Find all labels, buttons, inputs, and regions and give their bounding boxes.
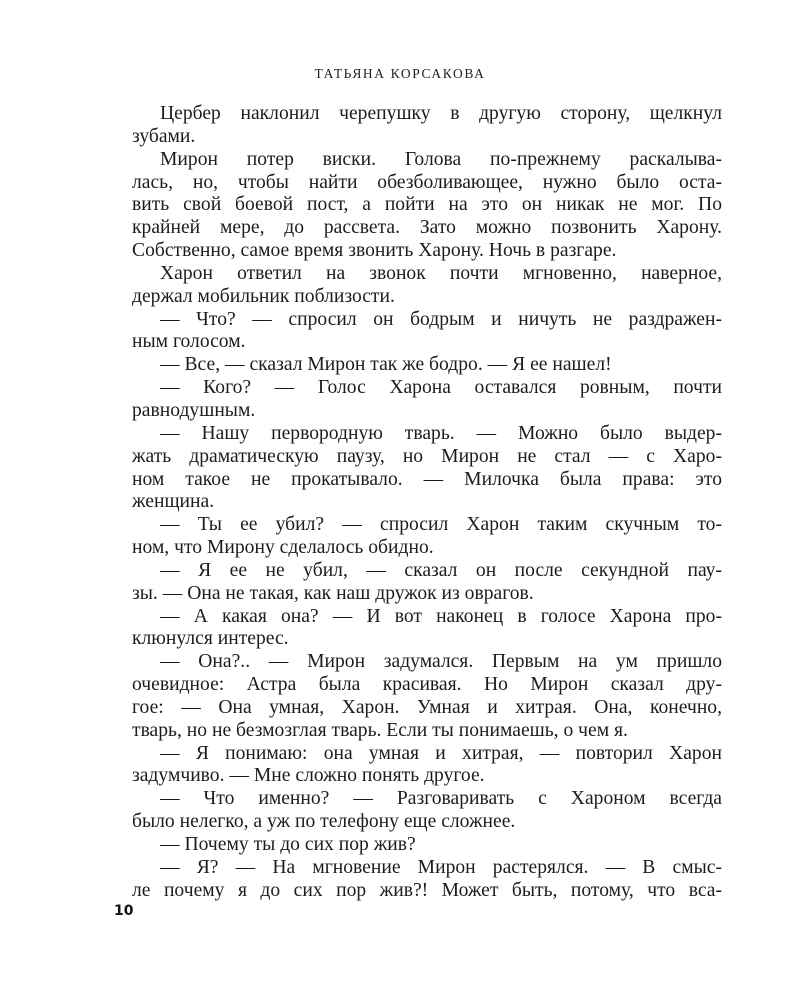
text-line: ле почему я до сих пор жив?! Может быть, потому, что вса-: [132, 879, 722, 901]
text-line: ном, что Мирону сделалось обидно.: [132, 537, 434, 559]
text-line: клюнулся интерес.: [132, 628, 289, 650]
text-line: задумчиво. — Мне сложно понять другое.: [132, 765, 485, 787]
text-line: жать драматическую паузу, но Мирон не стал — с Харо-: [132, 445, 722, 467]
text-line: — Что? — спросил он бодрым и ничуть не раздражен-: [160, 308, 722, 330]
text-line: очевидное: Астра была красивая. Но Мирон сказал дру-: [132, 674, 722, 696]
text-line: — Кого? — Голос Харона оставался ровным, почти: [160, 377, 722, 399]
text-line: — Я? — На мгновение Мирон растерялся. — В смыс-: [160, 856, 722, 878]
text-line: гое: — Она умная, Харон. Умная и хитрая. Она, конечно,: [132, 696, 722, 718]
text-line: — Что именно? — Разговаривать с Хароном всегда: [160, 788, 722, 810]
text-line: тварь, но не безмозглая тварь. Если ты понимаешь, о чем я.: [132, 719, 628, 741]
text-line: Харон ответил на звонок почти мгновенно, наверное,: [160, 262, 722, 284]
text-line: зы. — Она не такая, как наш дружок из оврагов.: [132, 582, 534, 604]
text-line: держал мобильник поблизости.: [132, 285, 395, 307]
text-line: — Нашу первородную тварь. — Можно было выдер-: [160, 422, 722, 444]
text-line: ным голосом.: [132, 331, 246, 353]
text-line: женщина.: [132, 491, 215, 513]
text-line: лась, но, чтобы найти обезболивающее, нужно было оста-: [132, 171, 722, 193]
text-line: — Я понимаю: она умная и хитрая, — повторил Харон: [160, 742, 722, 764]
text-line: равнодушным.: [132, 399, 256, 421]
text-line: — Я ее не убил, — сказал он после секундной пау-: [160, 559, 722, 581]
running-title: ТАТЬЯНА КОРСАКОВА: [314, 66, 486, 81]
text-line: было нелегко, а уж по телефону еще сложнее.: [132, 811, 516, 833]
text-line: крайней мере, до рассвета. Зато можно позвонить Харону.: [132, 217, 722, 239]
text-line: — Она?.. — Мирон задумался. Первым на ум пришло: [160, 651, 722, 673]
text-line: — Почему ты до сих пор жив?: [160, 834, 416, 855]
text-line: Цербер наклонил черепушку в другую сторону, щелкнул: [160, 103, 722, 124]
text-line: — Все, — сказал Мирон так же бодро. — Я ее нашел!: [160, 354, 612, 376]
text-line: ном такое не прокатывало. — Милочка была права: это: [132, 468, 722, 490]
text-line: Мирон потер виски. Голова по-прежнему раскалыва-: [160, 148, 722, 170]
text-line: вить свой боевой пост, а пойти на это он никак не мог. По: [132, 194, 722, 216]
page-number: 10: [114, 903, 134, 919]
body-text: [132, 103, 722, 903]
text-line: — А какая она? — И вот наконец в голосе Харона про-: [160, 605, 722, 627]
text-line: — Ты ее убил? — спросил Харон таким скучным то-: [160, 514, 722, 536]
text-line: Собственно, самое время звонить Харону. Ночь в разгаре.: [132, 240, 617, 262]
text-line: зубами.: [132, 125, 196, 147]
